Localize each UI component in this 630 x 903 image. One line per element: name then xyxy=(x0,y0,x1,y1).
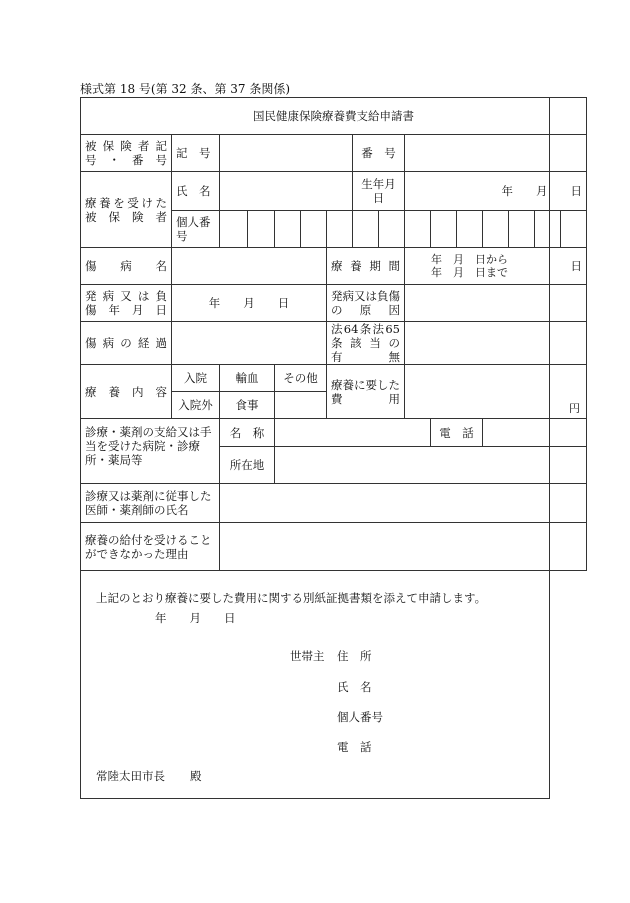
hospital-phone-label: 電 話 xyxy=(431,419,483,447)
law-field[interactable] xyxy=(405,322,587,365)
hospital-name-field[interactable] xyxy=(275,419,431,447)
personal-number-digit[interactable] xyxy=(379,211,405,248)
birthdate-label: 生年月日 xyxy=(353,172,405,211)
recipient-label: 療養を受けた 被 保 険 者 xyxy=(81,172,172,248)
householder-label: 世帯主 xyxy=(290,649,325,663)
personal-number-digit[interactable] xyxy=(275,211,301,248)
hospital-address-field[interactable] xyxy=(275,447,587,484)
onset-label: 発 病 又 は 負 傷 年 月 日 xyxy=(81,285,172,322)
application-table xyxy=(80,97,587,571)
personal-number-digit[interactable] xyxy=(327,211,353,248)
form-number: 様式第 18 号(第 32 条、第 37 条関係) xyxy=(80,82,291,96)
option-outpatient[interactable]: 入院外 xyxy=(172,392,220,419)
insured-number-label: 被 保 険 者 記 号 ・ 番 号 xyxy=(81,135,172,172)
hospital-name-label: 名 称 xyxy=(220,419,275,447)
option-other[interactable]: その他 xyxy=(275,365,327,392)
option-transfusion[interactable]: 輸血 xyxy=(220,365,275,392)
recipient-name-field[interactable] xyxy=(220,172,353,211)
period-from: 年 月 日から xyxy=(431,253,508,266)
birthdate-field[interactable]: 年 月 日 xyxy=(405,172,587,211)
injury-name-field[interactable] xyxy=(172,248,327,285)
householder-address-label: 住 所 xyxy=(337,649,372,663)
personal-number-digit[interactable] xyxy=(431,211,457,248)
onset-date-field[interactable]: 年 月 日 xyxy=(172,285,327,322)
progress-field[interactable] xyxy=(172,322,327,365)
personal-number-label: 個人番号 xyxy=(172,211,220,248)
treatment-period-field[interactable] xyxy=(405,248,587,285)
personal-number-digit[interactable] xyxy=(405,211,431,248)
cost-field[interactable] xyxy=(405,365,587,419)
reason-label: 療養の給付を受けることができなかった理由 xyxy=(81,523,220,571)
option-meal[interactable]: 食事 xyxy=(220,392,275,419)
form-title: 国民健康保険療養費支給申請書 xyxy=(81,98,587,135)
option-inpatient[interactable]: 入院 xyxy=(172,365,220,392)
option-blank[interactable] xyxy=(275,392,327,419)
hospital-label: 診療・薬剤の支給又は手当を受けた病院・診療所・薬局等 xyxy=(81,419,220,484)
addressee-honorific: 殿 xyxy=(190,769,202,783)
treatment-content-label: 療 養 内 容 xyxy=(81,365,172,419)
personal-number-digit[interactable] xyxy=(301,211,327,248)
hospital-phone-field[interactable] xyxy=(483,419,587,447)
declaration-date[interactable]: 年 月 日 xyxy=(155,611,236,625)
practitioner-field[interactable] xyxy=(220,484,587,523)
number-label: 番 号 xyxy=(353,135,405,172)
personal-number-digit[interactable] xyxy=(220,211,248,248)
period-to: 年 月 日まで xyxy=(431,266,508,279)
householder-name-label: 氏 名 xyxy=(337,680,372,694)
personal-number-digit[interactable] xyxy=(509,211,535,248)
yen-unit: 円 xyxy=(569,402,580,415)
reason-field[interactable] xyxy=(220,523,587,571)
addressee: 常陸太田市長 xyxy=(96,769,165,783)
householder-phone-label: 電 話 xyxy=(337,740,372,754)
declaration-statement: 上記のとおり療養に要した費用に関する別紙証拠書類を添えて申請します。 xyxy=(96,591,487,605)
personal-number-digit[interactable] xyxy=(248,211,275,248)
symbol-label: 記 号 xyxy=(172,135,220,172)
personal-number-digit[interactable] xyxy=(353,211,379,248)
hospital-address-label: 所在地 xyxy=(220,447,275,484)
personal-number-digit[interactable] xyxy=(561,211,587,248)
treatment-period-label: 療 養 期 間 xyxy=(327,248,405,285)
symbol-field[interactable] xyxy=(220,135,353,172)
cost-label: 療養に要した 費 用 xyxy=(327,365,405,419)
progress-label: 傷 病 の 経 過 xyxy=(81,322,172,365)
personal-number-digit[interactable] xyxy=(457,211,483,248)
law-label: 法64条法65条 該 当 の 有 無 xyxy=(327,322,405,365)
personal-number-digit[interactable] xyxy=(483,211,509,248)
cause-field[interactable] xyxy=(405,285,587,322)
householder-personal-number-label: 個人番号 xyxy=(337,710,383,724)
name-label: 氏 名 xyxy=(172,172,220,211)
cause-label: 発病又は負傷 の 原 因 xyxy=(327,285,405,322)
personal-number-digit[interactable] xyxy=(535,211,561,248)
days-unit: 日 xyxy=(570,259,582,273)
practitioner-label: 診療又は薬剤に従事した医師・薬剤師の氏名 xyxy=(81,484,220,523)
number-field[interactable] xyxy=(405,135,587,172)
injury-name-label: 傷 病 名 xyxy=(81,248,172,285)
